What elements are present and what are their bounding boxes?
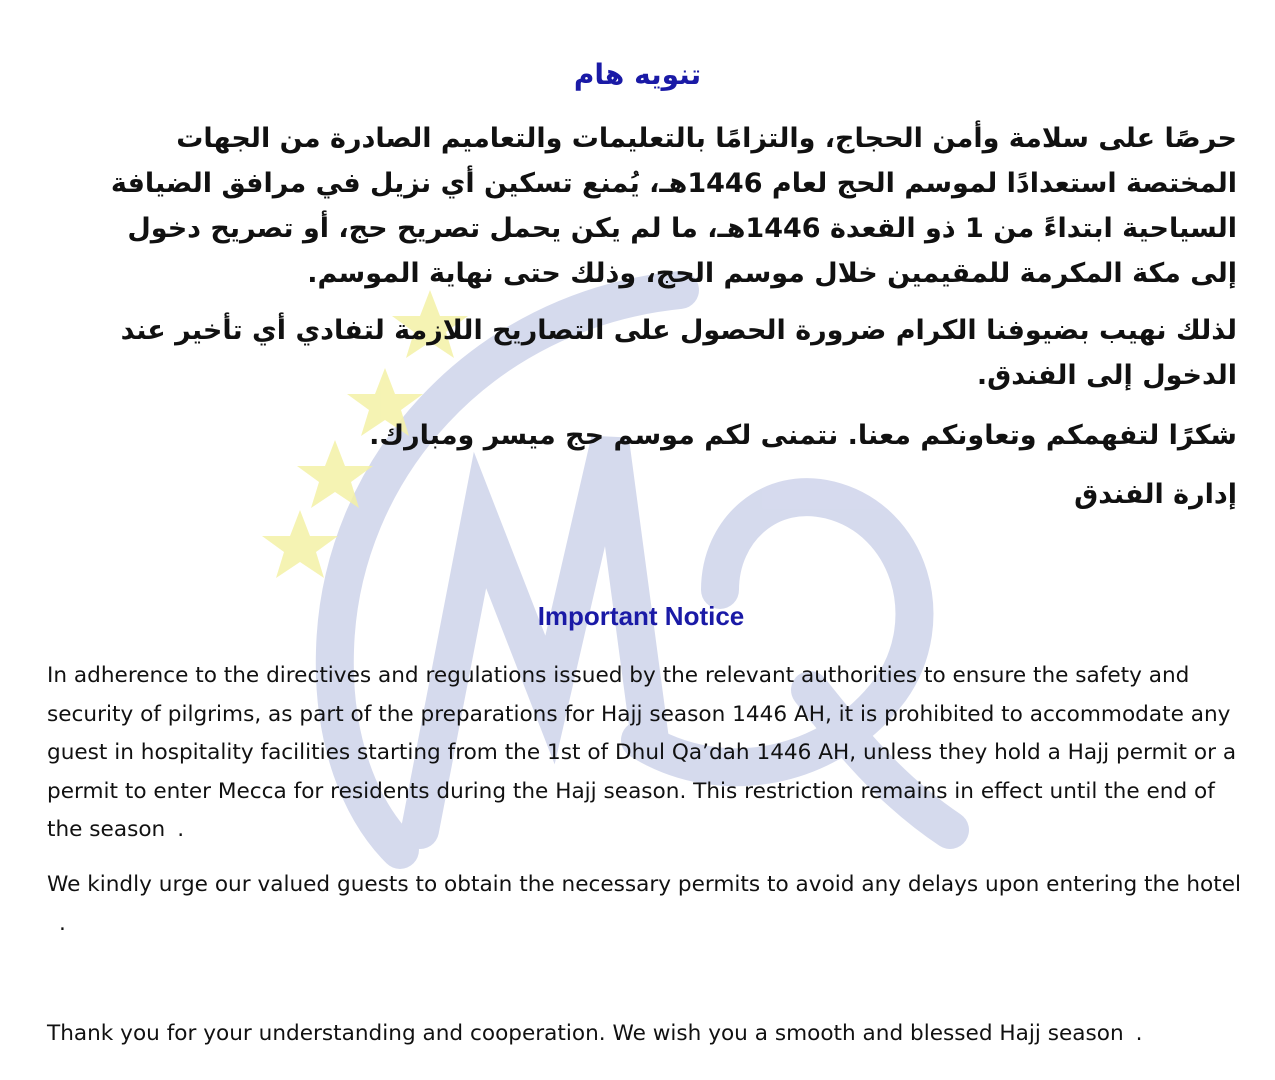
arabic-signature: إدارة الفندق <box>1074 479 1237 510</box>
arabic-paragraph-1: حرصًا على سلامة وأمن الحجاج، والتزامًا بالتعليمات والتعاميم الصادرة من الجهات المختصة استعدادًا لموسم الحج لعام 1446هـ، يُمنع تسكين أي نزيل في مرافق الضيافة السياحية ابتداءً من 1 ذو القعدة 1446هـ، ما لم يكن يحمل تصريح حج، أو تصريح دخول إلى مكة المكرمة للمقيمين خلال موسم الحج، وذلك حتى نهاية الموسم. <box>110 123 1237 289</box>
english-paragraph-1-dot: . <box>177 817 185 842</box>
arabic-paragraph-2: لذلك نهيب بضيوفنا الكرام ضرورة الحصول على التصاريح اللازمة لتفادي أي تأخير عند الدخول إلى الفندق. <box>120 315 1237 391</box>
english-paragraph-2 <box>47 866 1247 943</box>
english-paragraph-3 <box>47 1015 1247 1054</box>
english-title: Important Notice <box>537 601 745 631</box>
english-paragraph-3-dot: . <box>1135 1021 1143 1046</box>
english-paragraph-2-text: We kindly urge our valued guests to obtain the necessary permits to avoid any delays upon entering the hotel <box>47 872 1241 897</box>
arabic-title: تنويه هام <box>573 58 702 91</box>
english-paragraph-1-text: In adherence to the directives and regulations issued by the relevant authorities to ensure the safety and security of pilgrims, as part of the preparations for Hajj season 1446 AH, it is prohibited to accommodate any guest in hospitality facilities starting from the 1st of Dhul Qa’dah 1446 AH, unless they hold a Hajj permit or a permit to enter Mecca for residents during the Hajj season. This restriction remains in effect until the end of the season <box>47 663 1237 842</box>
english-paragraph-2-dot: . <box>59 910 66 936</box>
english-paragraph-3-text: Thank you for your understanding and cooperation. We wish you a smooth and blessed Hajj season <box>47 1021 1124 1046</box>
arabic-paragraph-3: شكرًا لتفهمكم وتعاونكم معنا. نتمنى لكم موسم حج ميسر ومبارك. <box>369 420 1237 451</box>
english-paragraph-1 <box>47 657 1247 850</box>
